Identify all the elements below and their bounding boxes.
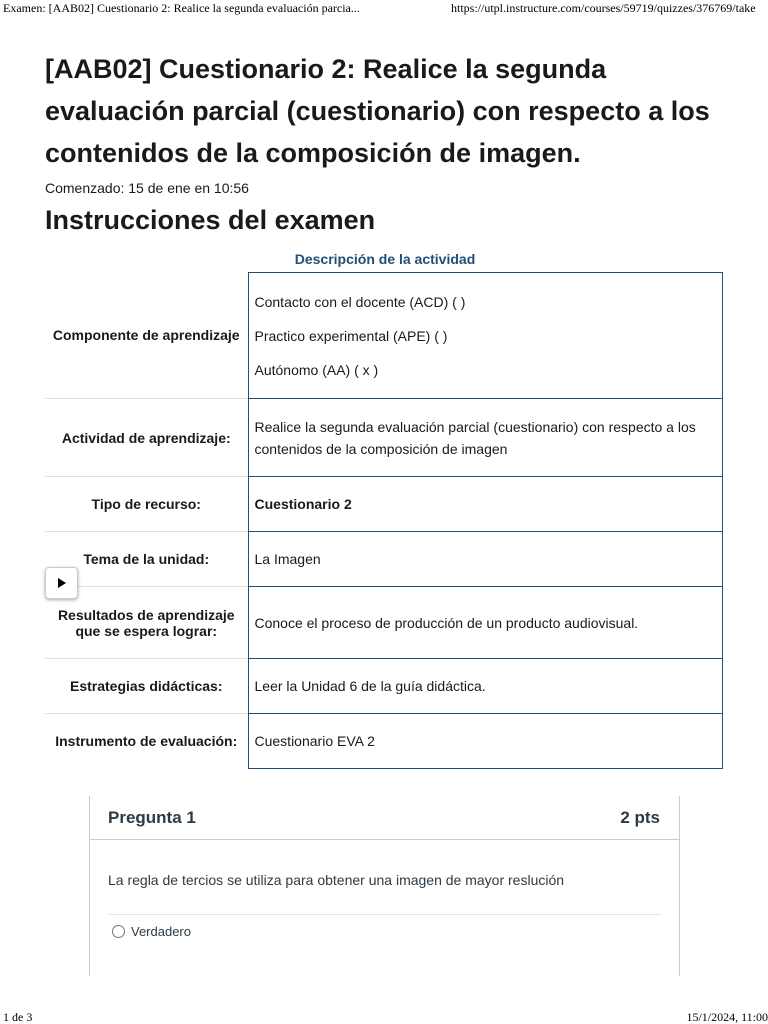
play-icon: [57, 578, 67, 588]
table-row: [45, 532, 723, 587]
table-row: [45, 399, 723, 477]
row-label: Componente de aprendizaje: [52, 327, 240, 344]
print-header: [0, 0, 768, 18]
row-label: Instrumento de evaluación:: [45, 714, 248, 769]
row-value: [248, 273, 723, 399]
question-points: 2 pts: [620, 807, 660, 827]
radio-button[interactable]: [112, 925, 125, 938]
row-value: Cuestionario EVA 2: [248, 714, 723, 769]
print-footer: [0, 1010, 768, 1024]
row-value: Conoce el proceso de producción de un producto audiovisual.: [248, 587, 723, 659]
row-value: Cuestionario 2: [248, 477, 723, 532]
row-value: Realice la segunda evaluación parcial (cuestionario) con respecto a los contenidos de la composición de imagen: [248, 399, 723, 477]
started-timestamp: Comenzado: 15 de ene en 10:56: [45, 180, 249, 196]
table-row: [45, 714, 723, 769]
row-label: Resultados de aprendizaje que se espera lograr:: [45, 587, 248, 659]
answer-divider: [108, 914, 661, 915]
activity-description-caption: Descripción de la actividad: [294, 251, 476, 267]
quiz-title: [AAB02] Cuestionario 2: Realice la segunda evaluación parcial (cuestionario) con respecto a los contenidos de la composición de imagen.: [45, 54, 710, 168]
table-row: [45, 587, 723, 659]
component-option: Practico experimental (APE) ( ): [254, 327, 448, 344]
play-button[interactable]: [45, 567, 78, 599]
component-option: Autónomo (AA) ( x ): [254, 361, 379, 378]
row-label: Tema de la unidad:: [45, 532, 248, 587]
row-value: Leer la Unidad 6 de la guía didáctica.: [248, 659, 723, 714]
row-label: Actividad de aprendizaje:: [45, 399, 248, 477]
table-row: [45, 659, 723, 714]
question-title: Pregunta 1: [108, 807, 196, 827]
table-row: [45, 477, 723, 532]
instructions-title: Instrucciones del examen: [45, 205, 376, 235]
row-label: Estrategias didácticas:: [45, 659, 248, 714]
activity-table: [45, 272, 723, 769]
question-text: La regla de tercios se utiliza para obtener una imagen de mayor reslución: [108, 872, 565, 888]
print-datetime: 15/1/2024, 11:00: [686, 1010, 768, 1024]
table-row: [45, 273, 723, 399]
page-number: 1 de 3: [3, 1010, 33, 1024]
row-value: La Imagen: [248, 532, 723, 587]
answer-option-verdadero[interactable]: [112, 924, 191, 939]
print-header-title: Examen: [AAB02] Cuestionario 2: Realice la segunda evaluación parcia...: [3, 1, 360, 15]
question-card: [89, 796, 680, 976]
row-label: Tipo de recurso:: [45, 477, 248, 532]
print-header-url: https://utpl.instructure.com/courses/59719/quizzes/376769/take: [451, 1, 756, 15]
question-header: [90, 796, 679, 840]
component-option: Contacto con el docente (ACD) ( ): [254, 293, 466, 310]
answer-label: Verdadero: [131, 924, 191, 939]
